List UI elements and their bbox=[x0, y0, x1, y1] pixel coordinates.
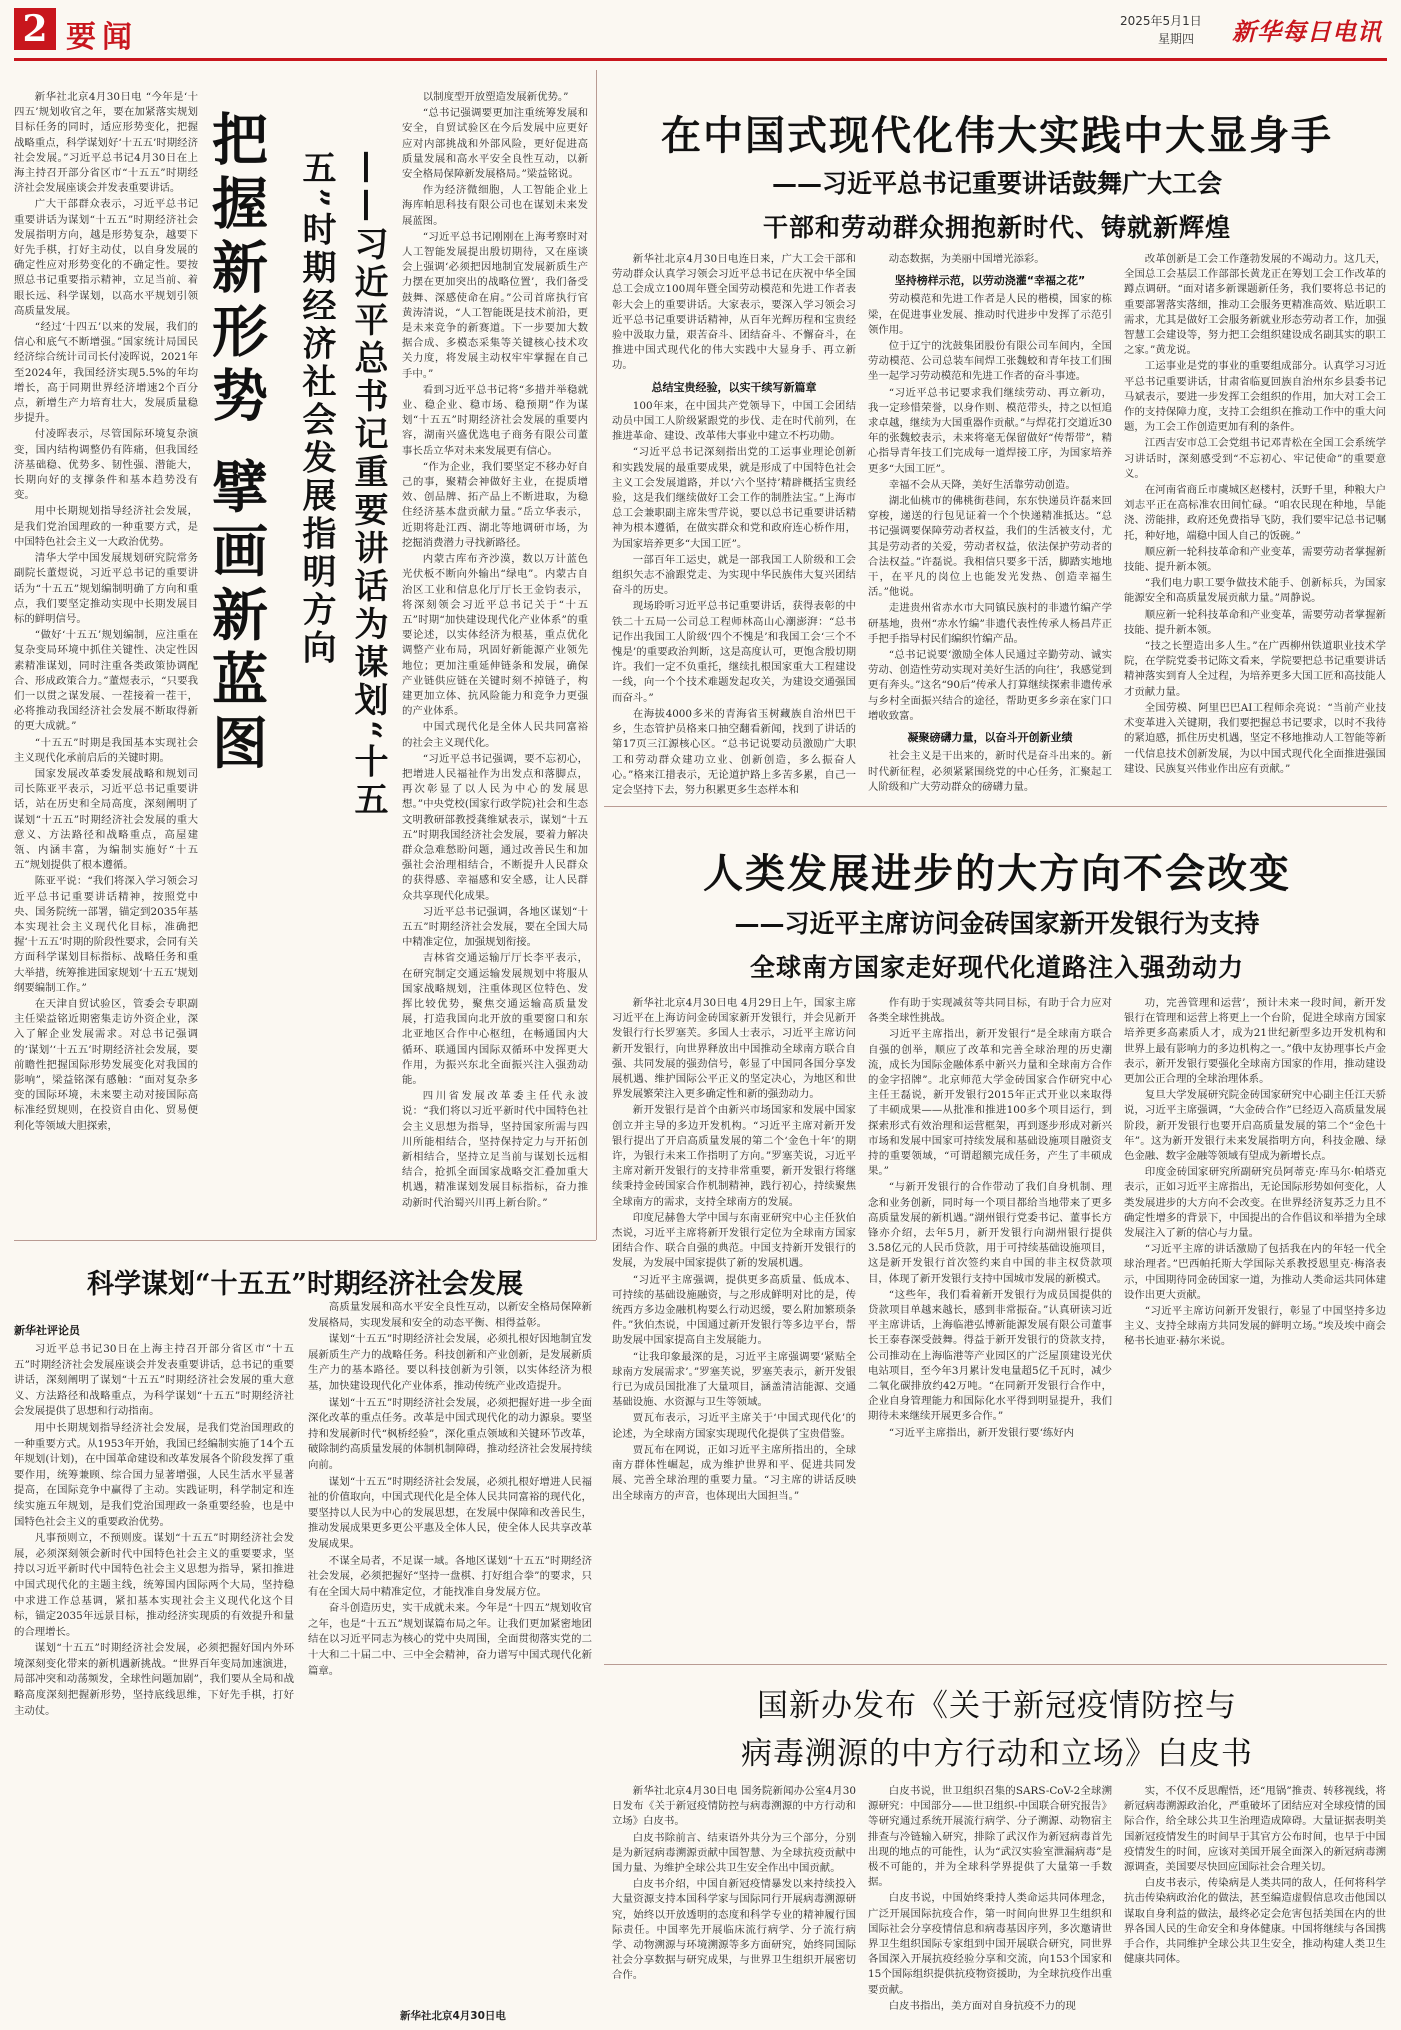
paragraph: 一部百年工运史，就是一部我国工人阶级和工会组织矢志不渝跟党走、为实现中华民族伟大复兴团结奋斗的历史。 bbox=[612, 553, 856, 597]
horizontal-divider bbox=[604, 806, 1387, 807]
paragraph: 幸福不会从天降，美好生活靠劳动创造。 bbox=[888, 478, 1076, 491]
paragraph: 江西吉安市总工会党组书记邓青松在全国工会系统学习讲话时，深刻感受到“不忘初心、牢记使命”的重要意义。 bbox=[1124, 437, 1386, 480]
paragraph: 贾瓦布在网说，正如习近平主席所指出的，全球南方群体性崛起，成为维护世界和平、促进共同发展、完善全球治理的重要力量。“习主席的讲话反映出全球南方的声音，也体现出大国担当。” bbox=[612, 1443, 856, 1502]
article1-col2 bbox=[402, 90, 588, 1230]
paragraph: 付凌晖表示，尽管国际环境复杂演变，国内结构调整仍有阵痛，但我国经济基础稳、优势多、韧性强、潜能大，长期向好的支撑条件和基本趋势没有变。 bbox=[14, 428, 198, 502]
horizontal-divider bbox=[14, 1240, 596, 1241]
paragraph: “习近平总书记要求我们继续劳动、再立新功，我一定珍惜荣誉，以身作则、模范带头，持之以恒追求卓越，继续为大国重器作贡献。”与焊花打交道近30年的张魏蛟表示，未来将毫无保留做好“传帮带”，精心指导青年技工们完成每一道焊接工序，为国家培养更多“大国工匠”。 bbox=[868, 386, 1112, 475]
paragraph: 劳动模范和先进工作者是人民的楷模，国家的栋梁，在促进事业发展、推动时代进步中发挥了示范引领作用。 bbox=[868, 293, 1112, 336]
issue-weekday: 星期四 bbox=[1158, 32, 1195, 46]
article5-col1 bbox=[612, 1784, 856, 2024]
paragraph: 顺应新一轮科技革命和产业变革，需要劳动者掌握新技能、提升新本领。 bbox=[1124, 608, 1386, 636]
page-number: 2 bbox=[22, 8, 48, 50]
paragraph: “与新开发银行的合作带动了我们自身机制、理念和业务创新，同时每一个项目都给当地带来了更多高质量发展的新机遇。”湖州银行党委书记、董事长方锋亦介绍，去年5月，新开发银行向湖州银行提供3.58亿元的人民币贷款，用于可持续基础设施项目，这是新开发银行首次签约来自中国的非主权贷款项目，体现了新开发银行支持中国城市发展的新模式。 bbox=[868, 1181, 1112, 1285]
paragraph: 走进贵州省赤水市大同镇民族村的非遗竹编产学研基地，贵州“赤水竹编”非遗代表性传承人杨昌芹正手把手指导村民们编织竹编产品。 bbox=[868, 602, 1112, 645]
paragraph: 凡事预则立，不预则废。谋划“十五五”时期经济社会发展，必须深刻领会新时代中国特色社会主义的重要要求，坚持以习近平新时代中国特色社会主义思想为指导，紧扣推进中国式现代化的主题主线，统筹国内国际两个大局，坚持稳中求进工作总基调，紧扣基本实现社会主义现代化这个目标，锚定2035年远景目标，推动经济实现质的有效提升和量的合理增长。 bbox=[14, 1532, 294, 1638]
paragraph: 用中长期规划指导经济社会发展，是我们党治国理政的一种重要方式。从1953年开始，我国已经编制实施了14个五年规划(计划)，在中国革命建设和改革发展各个阶段发挥了重要作用，统筹兼顾、综合国力显著增强，人民生活水平显著提高，在国际竞争中赢得了主动。实践证明，科学制定和连续实施五年规划，是我们党治国理政一条重要经验，也是中国特色社会主义的重要政治优势。 bbox=[14, 1421, 294, 1528]
paragraph: 改革创新是工会工作蓬勃发展的不竭动力。这几天，全国总工会基层工作部部长黄龙正在筹划工会工作改革的蹲点调研。“面对诸多新课题新任务，我们要将总书记的重要部署落实落细，推动工会服务更精准高效、贴近职工需求，尤其是做好工会服务新就业形态劳动者工作，加强智慧工会建设等，努力把工会组织建设成名副其实的职工之家。”黄龙说。 bbox=[1124, 253, 1386, 357]
article5-col3 bbox=[1124, 1784, 1386, 2024]
paragraph: 用中长期规划指导经济社会发展，是我们党治国理政的一种重要方式，是中国特色社会主义一大政治优势。 bbox=[14, 505, 198, 548]
paragraph: 功，完善管理和运营’，预计未来一段时间，新开发银行在管理和运营上将更上一个台阶，促进全球南方国家培养更多高素质人才，成为21世纪新型多边开发机构和世界上最有影响力的多边机构之一。”俄中友协理事长卢金表示，新开发银行要强化全球南方国家的作用，推动建设更加公正合理的全球治理体系。 bbox=[1124, 997, 1386, 1086]
article4-subheadline-2: 全球南方国家走好现代化道路注入强劲动力 bbox=[749, 953, 1244, 982]
paragraph: 在河南省商丘市虞城区赵楼村，沃野千里，种粮大户刘志平正在高标准农田间忙碌。“咱农民现在种地，旱能浇、涝能排，政府还免费指导飞防，我们要牢记总书记嘱托，种好地，端稳中国人自己的饭碗。” bbox=[1124, 484, 1386, 542]
paragraph: “习近平总书记强调，要不忘初心，把增进人民福祉作为出发点和落脚点，再次彰显了以人民为中心的发展思想。”中央党校(国家行政学院)社会和生态文明教研部教授龚维斌表示，谋划“十五五”时期我国经济社会发展，要着力解决群众急难愁盼问题，通过改善民生和加强社会治理相结合，不断提升人民群众的获得感、幸福感和安全感，让人民群众共享现代化成果。 bbox=[402, 752, 588, 902]
paragraph: “习近平主席指出，新开发银行要‘练好内 bbox=[888, 1426, 1075, 1439]
paragraph: 吉林省交通运输厅厅长李平表示，在研究制定交通运输发展规划中将服从国家战略规划，注重体现区位特色、发挥比较优势，聚焦交通运输高质量发展，打造我国向北开放的重要窗口和东北亚地区合作中心枢纽，在畅通国内大循环、联通国内国际双循环中发挥更大作用，为振兴东北全面振兴注入强劲动能。 bbox=[402, 952, 588, 1086]
paragraph: 白皮书除前言、结束语外共分为三个部分，分别是为新冠病毒溯源贡献中国智慧、为全球抗疫贡献中国力量、为维护全球公共卫生安全作出中国贡献。 bbox=[612, 1831, 856, 1875]
paragraph: “习近平总书记刚刚在上海考察时对人工智能发展提出殷切期待，又在座谈会上强调‘必须把因地制宜发展新质生产力摆在更加突出的战略位置’，我们备受鼓舞、深感使命在肩。”公司首席执行官黄涛清说，“人工智能既是技术前沿，更是未来竞争的新赛道。下一步要加大数据合成、多模态采集等关键核心技术攻关力度，将发展主动权牢牢掌握在自己手中。” bbox=[402, 230, 588, 380]
paragraph: 白皮书说，世卫组织召集的SARS-CoV-2全球溯源研究：中国部分——世卫组织-中国联合研究报告》等研究通过系统开展流行病学、分子溯源、动物宿主排查与冷链输入研究，排除了武汉作为新冠病毒首先出现的地点的可能性，认为“武汉实验室泄漏病毒”是极不可能的，并为全球科学界提供了大量第一手数据。 bbox=[868, 1785, 1112, 1889]
article4-col1 bbox=[612, 996, 856, 1654]
paragraph: “总书记说要‘激励全体人民通过辛勤劳动、诚实劳动、创造性劳动实现对美好生活的向往’，我感觉到更有奔头。”这名“90后”传承人打算继续探索非遗传承与乡村全面振兴结合的途径，帮助更多乡亲在家门口增收致富。 bbox=[868, 649, 1112, 722]
footer-dateline: 新华社北京4月30日电 bbox=[400, 2010, 506, 2022]
article3-col1 bbox=[14, 1342, 294, 2022]
paragraph: “总书记强调要更加注重统筹发展和安全，自贸试验区在今后发展中应更好应对内部挑战和外部风险，更好促进高质量发展和高水平安全良性互动，以新安全格局保障新发展格局。”梁益铭说。 bbox=[402, 107, 588, 181]
paragraph: 清华大学中国发展规划研究院常务副院长董煜说，习近平总书记的重要讲话为“十五五”规划编制明确了方向和重点，我们要坚定推动实现中长期发展目标的鲜明信号。 bbox=[14, 552, 198, 625]
paragraph: 白皮书表示，传染病是人类共同的敌人，任何将科学抗击传染病政治化的做法，甚至编造虚假信息攻击他国以谋取自身利益的做法，最终必定会危害包括美国在内的世界各国人民的生命安全和身体健康。中国将继续与各国携手合作，共同维护全球公共卫生安全，推动构建人类卫生健康共同体。 bbox=[1124, 1877, 1386, 1966]
paragraph: 谋划“十五五”时期经济社会发展，必须把握好国内外环境深刻变化带来的新机遇新挑战。“世界百年变局加速演进，局部冲突和动荡频发，全球性问题加剧”，我们要从全局和战略高度深刻把握新形势，坚持底线思维，下好先手棋，打好主动仗。 bbox=[14, 1642, 294, 1717]
article1-col1 bbox=[14, 90, 198, 1230]
paragraph: 现场聆听习近平总书记重要讲话，获得表彰的中铁二十五局一公司总工程师林高山心潮澎湃：“总书记作出我国工人阶级‘四个不愧是’和我国工会‘三个不愧是’的重要政治判断，这是高度认可，更饱含殷切期许。我们一定不负重托，继续扎根国家重大工程建设一线，向一个个技术难题发起攻关，为建设交通强国而奋斗。” bbox=[612, 600, 856, 704]
paragraph: 新华社北京4月30日电 4月29日上午，国家主席习近平在上海访问金砖国家新开发银行，并会见新开发银行行长罗塞芙。多国人士表示，习近平主席访问新开发银行，向世界释放出中国推动全球南方联合自强、共同发展的强劲信号，彰显了中国同各国分享发展机遇、维护国际公平正义的坚定决心，为地区和世界发展繁荣注入更多确定性和新的强劲动力。 bbox=[612, 997, 856, 1101]
paper-name-logo: 新华每日电讯 bbox=[1232, 17, 1382, 46]
paragraph: 全国劳模、阿里巴巴AI工程师余亮说：“当前产业技术变革进入关键期，我们要把握总书记要求，以时不我待的紧迫感，抓住历史机遇，坚定不移地推动人工智能等新一代信息技术创新发展，为以中国式现代化全面推进强国建设、民族复兴伟业作出应有贡献。” bbox=[1124, 701, 1386, 775]
paragraph: 印度金砖国家研究所副研究员阿蒂克·库马尔·帕塔克表示，正如习近平主席指出，无论国际形势如何变化，人类发展进步的大方向不会改变。在世界经济复苏乏力且不确定性增多的背景下，中国提出的合作倡议和举措为全球发展注入了新的信心与力量。 bbox=[1124, 1166, 1386, 1240]
paragraph: 顺应新一轮科技革命和产业变革，需要劳动者掌握新技能、提升新本领。 bbox=[1124, 545, 1386, 574]
paragraph: 100年来，在中国共产党领导下，中国工会团结动员中国工人阶级紧跟党的步伐、走在时代前列，在推进革命、建设、改革伟大事业中建立不朽功勋。 bbox=[612, 399, 856, 443]
section-subhead: 总结宝贵经验，以实干续写新篇章 bbox=[651, 380, 817, 394]
paragraph: 白皮书介绍，中国自新冠疫情暴发以来持续投入大量资源支持本国科学家与国际同行开展病毒溯源研究，始终以开放透明的态度和科学专业的精神履行国际责任。中国率先开展临床流行病学、分子流行病学、动物溯源与环境溯源等多方面研究，始终同国际社会分享数据与研究成果，与世界卫生组织开展密切合作。 bbox=[612, 1878, 856, 1982]
section-subhead: 凝聚磅礴力量，以奋斗开创新业绩 bbox=[907, 731, 1073, 745]
paragraph: 动态数据，为美丽中国增光添彩。 bbox=[888, 253, 1045, 265]
paragraph: 印度尼赫鲁大学中国与东南亚研究中心主任狄伯杰说，习近平主席将新开发银行定位为全球南方国家团结合作、联合自强的典范。中国支持新开发银行的发展，为发展中国家提供了新的发展机遇。 bbox=[612, 1211, 856, 1270]
paragraph: 广大干部群众表示，习近平总书记重要讲话为谋划“十五五”时期经济社会发展指明方向，越是形势复杂，越要下好先手棋，打好主动仗，以自身发展的确定性应对形势变化的不确定性。要按照总书记重要指示精神，立足当前、着眼长远、科学谋划，以高水平规划引领高质量发展。 bbox=[14, 198, 198, 317]
paragraph: 不谋全局者，不足谋一域。各地区谋划“十五五”时期经济社会发展，必须把握好“坚持一盘棋、打好组合拳”的要求，只有在全国大局中精准定位，才能找准自身发展方位。 bbox=[308, 1554, 592, 1598]
article4-subheadline-1: ——习近平主席访问金砖国家新开发银行为支持 bbox=[734, 909, 1260, 938]
article2-subheadline-2: 干部和劳动群众拥抱新时代、铸就新辉煌 bbox=[762, 213, 1231, 242]
paragraph: 实，不仅不反思醒悟，还“甩锅”推责、转移视线，将新冠病毒溯源政治化，严重破坏了团结应对全球疫情的国际合作，给全球公共卫生治理造成障碍。大量证据表明美国新冠疫情发生的时间早于其官方公布时间，也早于中国疫情发生的时间，应该对美国开展全面深入的新冠病毒溯源调查，美国要尽快回应国际社会合理关切。 bbox=[1124, 1785, 1386, 1874]
paragraph: 工运事业是党的事业的重要组成部分。认真学习习近平总书记重要讲话，甘肃省临夏回族自治州东乡县委书记马斌表示，要进一步发挥工会组织的作用，加大对工会工作的支持保障力度，支持工会组织在推动工作中的重大问题，为工会工作创造更加有利的条件。 bbox=[1124, 360, 1386, 434]
paragraph: 白皮书说，中国始终秉持人类命运共同体理念，广泛开展国际抗疫合作，第一时间向世界卫生组织和国际社会分享疫情信息和病毒基因序列，多次邀请世界卫生组织国际专家组到中国开展联合研究，同世界各国深入开展抗疫经验分享和交流，向153个国家和15个国际组织提供抗疫物资援助，为全球抗疫作出重要贡献。 bbox=[868, 1892, 1112, 1996]
paragraph: 谋划“十五五”时期经济社会发展，必须扎根好增进人民福祉的价值取向，中国式现代化是全体人民共同富裕的现代化，要坚持以人民为中心的发展思想，在发展中保障和改善民生，推动发展成果更多更公平惠及全体人民，使全体人民共享改革发展成果。 bbox=[308, 1475, 592, 1550]
vertical-divider bbox=[596, 70, 597, 1240]
article1-headline: 把握新形势 擘画新蓝图 bbox=[203, 110, 269, 778]
article3-col2 bbox=[308, 1300, 592, 2000]
paragraph: “让我印象最深的是，习近平主席强调要‘紧贴全球南方发展需求’。”罗塞芙说，罗塞芙表示，新开发银行已为成员国批准了大量项目，涵盖清洁能源、交通基础设施、水资源与卫生等领域。 bbox=[612, 1350, 856, 1409]
paragraph: “我们电力职工要争做技术能手、创新标兵，为国家能源安全和高质量发展贡献力量。”周静说。 bbox=[1124, 577, 1386, 605]
paragraph: “习近平总书记深刻指出党的工运事业理论创新和实践发展的最重要成果，就是形成了中国特色社会主义工会发展道路，并以‘六个坚持’精辟概括宝贵经验，这是我们继续做好工会工作的制胜法宝。”上海市总工会兼职副主席朱雪芹说，要以总书记重要讲话精神为根本遵循，在做实群众和党和政府连心桥作用，为国家培养更多“大国工匠”。 bbox=[612, 446, 856, 550]
paragraph: “这些年，我们看着新开发银行为成员国提供的贷款项目单越来越长，感到非常振奋。”认真研读习近平主席讲话，上海临港弘博新能源发展有限公司董事长王泰春深受鼓舞。得益于新开发银行的贷款支持，公司推动在上海临港等产业园区的广泛屋顶建设光伏电站项目，至今年3月累计发电量超5亿千瓦时，减少二氧化碳排放约42万吨。“在同新开发银行合作中，企业自身管理能力和国际化水平得到明显提升，我们期待未来继续开展更多合作。” bbox=[868, 1288, 1112, 1423]
article3-headline: 科学谋划“十五五”时期经济社会发展 bbox=[86, 1269, 524, 1300]
paragraph: 谋划“十五五”时期经济社会发展，必须把握好进一步全面深化改革的重点任务。改革是中国式现代化的动力源泉。要坚持和发展新时代“枫桥经验”，深化重点领域和关键环节改革，破除制约高质量发展的体制机制障碍，推动经济社会发展持续向前。 bbox=[308, 1396, 592, 1471]
section-subhead: 坚持榜样示范，以劳动浇灌“幸福之花” bbox=[894, 274, 1086, 288]
article3-byline: 新华社评论员 bbox=[14, 1324, 80, 1337]
article4-headline: 人类发展进步的大方向不会改变 bbox=[703, 850, 1291, 897]
paragraph: 四川省发展改革委主任代永波说：“我们将以习近平新时代中国特色社会主义思想为指导，坚持国家所需与四川所能相结合，坚持保持定力与开拓创新相结合，坚持立足当前与谋划长远相结合，抢抓全面国家战略交汇叠加重大机遇，精准谋划发展目标指标，奋力推动新时代治蜀兴川再上新台阶。” bbox=[402, 1090, 588, 1209]
paragraph: 在天津自贸试验区，管委会专职副主任梁益铭近期密集走访外资企业，深入了解企业发展需求。对总书记强调的‘谋划’‘十五五’时期经济社会发展，要前瞻性把握国际形势发展变化对我国的影响”，梁益铭深有感触：“面对复杂多变的国际环境，未来要主动对接国际高标准经贸规则，在投资自由化、贸易便利化等领域大胆探索， bbox=[14, 997, 198, 1132]
paragraph: 中国式现代化是全体人民共同富裕的社会主义现代化。 bbox=[402, 721, 588, 749]
paragraph: 新华社北京4月30日电 国务院新闻办公室4月30日发布《关于新冠疫情防控与病毒溯源的中方行动和立场》白皮书。 bbox=[612, 1785, 856, 1828]
issue-date: 2025年5月1日 bbox=[1120, 14, 1202, 28]
paragraph: 奋斗创造历史，实干成就未来。今年是“十四五”规划收官之年，也是“十五五”规划谋篇布局之年。让我们更加紧密地团结在以习近平同志为核心的党中央周围，全面贯彻落实党的二十大和二十届二中、三中全会精神，奋力谱写中国式现代化新篇章。 bbox=[308, 1602, 592, 1677]
paragraph: 新华社北京4月30日电 “今年是‘十四五’规划收官之年，要在加紧落实规划目标任务的同时，适应形势变化，把握战略重点，科学谋划好‘十五五’时期经济社会发展。”习近平总书记4月30日在上海主持召开部分省区市“十五五”时期经济社会发展座谈会并发表重要讲话。 bbox=[14, 91, 198, 195]
paragraph: 贾瓦布表示，习近平主席关于‘中国式现代化’的论述，为全球南方国家实现现代化提供了宝贵借鉴。 bbox=[612, 1412, 856, 1440]
horizontal-divider bbox=[604, 1664, 1387, 1665]
article2-col3 bbox=[1124, 252, 1386, 797]
paragraph: 在海拔4000多米的青海省玉树藏族自治州巴干乡，生态管护员格来口抽空翻看新闻，找到了讲话的第17页三江源核心区。“总书记说要动员激励广大职工和劳动群众建功立业、创新创造，多么振奋人心。”格来江措表示，无论道护路上多苦多累，自己一定会坚持下去，努力积累更多生态样本和 bbox=[612, 707, 856, 796]
paragraph: 作有助于实现减贫等共同目标，有助于合力应对各类全球性挑战。 bbox=[868, 997, 1112, 1025]
paragraph: “经过‘十四五’以来的发展，我们的信心和底气不断增强。”国家统计局国民经济综合统计司司长付凌晖说，2021年至2024年，我国经济实现5.5%的年均增长，高于同期世界经济增速2个百分点，新增生产力培育壮大，发展质量稳步提升。 bbox=[14, 321, 198, 425]
article5-headline-line1: 国新办发布《关于新冠疫情防控与 bbox=[757, 1688, 1237, 1724]
article5-headline-line2: 病毒溯源的中方行动和立场》白皮书 bbox=[741, 1736, 1253, 1772]
article2-headline: 在中国式现代化伟大实践中大显身手 bbox=[661, 112, 1333, 159]
paragraph: “十五五”时期是我国基本实现社会主义现代化承前启后的关键时期。 bbox=[14, 736, 198, 764]
paragraph: 习近平总书记强调，各地区谋划“十五五”时期经济社会发展，要在全国大局中精准定位，加强规划衔接。 bbox=[402, 905, 588, 949]
paragraph: 湖北仙桃市的佛桃街巷间，东东快递员许磊来回穿梭，递送的行包见证着一个个快递精准抵达。“总书记强调要保障劳动者权益，我们的生活被支付，尤其是劳动者的关爱，劳动者权益，依法保护劳动者的合法权益。”许磊说。我相信只要多干活，脚踏实地地干，在平凡的岗位上也能发光发热、创造幸福生活。”他说。 bbox=[868, 495, 1112, 599]
paragraph: 位于辽宁的沈鼓集团股份有限公司车间内，全国劳动模范、公司总装车间焊工张魏蛟和青年技工们围坐一起学习劳动模范和先进工作者的奋斗事迹。 bbox=[868, 340, 1112, 383]
paragraph: “作为企业，我们要坚定不移办好自己的事，聚精会神做好主业，在提质增效、创品牌、拓产品上不断进取，为稳住经济基本盘贡献力量。”岳立华表示，近期将赴江西、湖北等地调研市场，为挖掘消费潜力寻找新路径。 bbox=[402, 460, 588, 549]
paragraph: 作为经济微细胞，人工智能企业上海库帕思科技有限公司也在谋划未来发展蓝图。 bbox=[402, 184, 588, 227]
paragraph: 谋划“十五五”时期经济社会发展，必须扎根好因地制宜发展新质生产力的战略任务。科技创新和产业创新，是发展新质生产力的基本路径。要以科技创新为引领，以实体经济为根基，加快建设现代化产业体系，推动传统产业改造提升。 bbox=[308, 1333, 592, 1392]
paragraph: 习近平总书记30日在上海主持召开部分省区市“十五五”时期经济社会发展座谈会并发表重要讲话，总书记的重要讲话，深刻阐明了谋划“十五五”时期经济社会发展的重大意义、方法路径和战略重点，为科学谋划“十五五”时期经济社会发展提供了思想和行动指南。 bbox=[14, 1343, 294, 1418]
page-number-box bbox=[14, 8, 56, 50]
section-title: 要闻 bbox=[66, 20, 138, 55]
paragraph: 陈亚平说：“我们将深入学习领会习近平总书记重要讲话精神，按照党中央、国务院统一部署，锚定到2035年基本实现社会主义现代化目标，准确把握‘十五五’时期的阶段性要求，会同有关方面科学谋划目标指标、战略任务和重大举措，统筹推进国家规划‘十五五’规划纲要编制工作。” bbox=[14, 875, 198, 994]
paragraph: 社会主义是干出来的，新时代是奋斗出来的。新时代新征程，必须紧紧围绕党的中心任务，汇聚起工人阶级和广大劳动群众的磅礴力量。 bbox=[868, 750, 1112, 793]
paragraph: 高质量发展和高水平安全良性互动，以新安全格局保障新发展格局，实现发展和安全的动态平衡、相得益彰。 bbox=[308, 1301, 592, 1329]
paragraph: 内蒙古库布齐沙漠，数以万计蓝色光伏板不断向外输出“绿电”。内蒙古自治区工业和信息化厅厅长王金钧表示，将深刻领会习近平总书记关于“十五五”时期“加快建设现代化产业体系”的重要论述，以实体经济为根基，重点优化调整产业布局，巩固好新能源产业领先地位；更加注重延伸链条和发展，确保产业链供应链在关键时刻不掉链子，构建更加立体、抗风险能力和竞争力更强的产业体系。 bbox=[402, 553, 588, 718]
paragraph: 新开发银行是首个由新兴市场国家和发展中国家创立并主导的多边开发机构。“习近平主席对新开发银行提出了开启高质量发展的第二个‘金色十年’的期许，为银行未来工作指明了方向。”罗塞芙说，习近平主席对新开发银行的支持非常重要，新开发银行将继续秉持金砖国家合作机制精神，践行初心，持续聚焦全球南方的需求，支持全球南方的发展。 bbox=[612, 1104, 856, 1208]
paragraph: 复旦大学发展研究院金砖国家研究中心副主任江天骄说，习近平主席强调，“大金砖合作”已经迈入高质量发展阶段，新开发银行也要开启高质量发展的第二个“金色十年”。这为新开发银行未来发展指明方向，科技金融、绿色金融、数字金融等领域有望成为新增长点。 bbox=[1124, 1089, 1386, 1163]
article5-col2 bbox=[868, 1784, 1112, 2024]
article4-col3 bbox=[1124, 996, 1386, 1654]
paragraph: “做好‘十五五’规划编制，应注重在复杂变局环境中抓住关键性、决定性因素精准谋划，同时注重各类政策协调配合、形成政策合力。”董煜表示，“只要我们一以贯之谋发展、一茬接着一茬干，必将推动我国经济社会发展不断取得新的更大成就。” bbox=[14, 629, 198, 733]
masthead-rule bbox=[14, 58, 1387, 61]
paragraph: 白皮书指出，美方面对自身抗疫不力的现 bbox=[888, 1999, 1076, 2012]
paragraph: 习近平主席指出，新开发银行“是全球南方联合自强的创举，顺应了改革和完善全球治理的历史潮流，成长为国际金融体系中新兴力量和全球南方合作的金字招牌”。北京师范大学金砖国家合作研究中心主任王磊说，新开发银行2015年正式开业以来取得了丰硕成果——从批准和推进100多个项目运行，到探索形式有效治理和运营框架，再到逐步形成对新兴市场和发展中国家可持续发展和基础设施项目融资支持的重要领域，“可谓超额完成任务，产生了丰硕成果。” bbox=[868, 1028, 1112, 1178]
article4-col2 bbox=[868, 996, 1112, 1654]
article1-subheadline: ——习近平总书记重要讲话为谋划“十五五”时期经济社会发展指明方向 bbox=[296, 150, 388, 820]
paragraph: “习近平主席访问新开发银行，彰显了中国坚持多边主义、支持全球南方共同发展的鲜明立场。”埃及埃中商会秘书长迪亚·赫尔米说。 bbox=[1124, 1305, 1386, 1348]
paragraph: 以制度型开放塑造发展新优势。” bbox=[422, 91, 569, 103]
paragraph: 新华社北京4月30日电连日来，广大工会干部和劳动群众认真学习领会习近平总书记在庆祝中华全国总工会成立100周年暨全国劳动模范和先进工作者表彰大会上的重要讲话。大家表示，要深入学习领会习近平总书记重要讲话精神，从百年光辉历程和宝贵经验中汲取力量，艰苦奋斗、团结奋斗、不懈奋斗，在推进中国式现代化的伟大实践中大显身手、再立新功。 bbox=[612, 253, 856, 372]
paragraph: 国家发展改革委发展战略和规划司司长陈亚平表示，习近平总书记重要讲话，站在历史和全局高度，深刻阐明了谋划“十五五”时期经济社会发展的重大意义、方法路径和战略重点，高屋建瓴、内涵丰富，为编制实施好“十五五”规划提供了根本遵循。 bbox=[14, 767, 198, 872]
article2-subheadline-1: ——习近平总书记重要讲话鼓舞广大工会 bbox=[771, 169, 1222, 198]
paragraph: “习近平主席强调，提供更多高质量、低成本、可持续的基础设施融资，与之形成鲜明对比的是，传统西方多边金融机构要么行动迟缓，要么附加繁琐条件。”狄伯杰说，中国通过新开发银行等多边平台，帮助发展中国家提高自主发展能力。 bbox=[612, 1273, 856, 1347]
paragraph: “技之长塑造出多人生。”在广西柳州铁道职业技术学院，在学院党委书记陈文看来，学院要把总书记重要讲话精神落实到育人全过程，为培养更多大国工匠和高技能人才贡献力量。 bbox=[1124, 640, 1386, 698]
paragraph: 看到习近平总书记将“多措并举稳就业、稳企业、稳市场、稳预期”作为谋划“十五五”时期经济社会发展的重要内容，湖南兴盛优选电子商务有限公司董事长岳立华对未来发展更有信心。 bbox=[402, 383, 588, 457]
paragraph: “习近平主席的讲话激励了包括我在内的年轻一代全球治理者。”巴西帕托斯大学国际关系教授恩里克·梅洛表示，中国期待同金砖国家一道，为推动人类命运共同体建设作出更大贡献。 bbox=[1124, 1243, 1386, 1301]
article2-col2 bbox=[868, 252, 1112, 797]
article2-col1 bbox=[612, 252, 856, 797]
